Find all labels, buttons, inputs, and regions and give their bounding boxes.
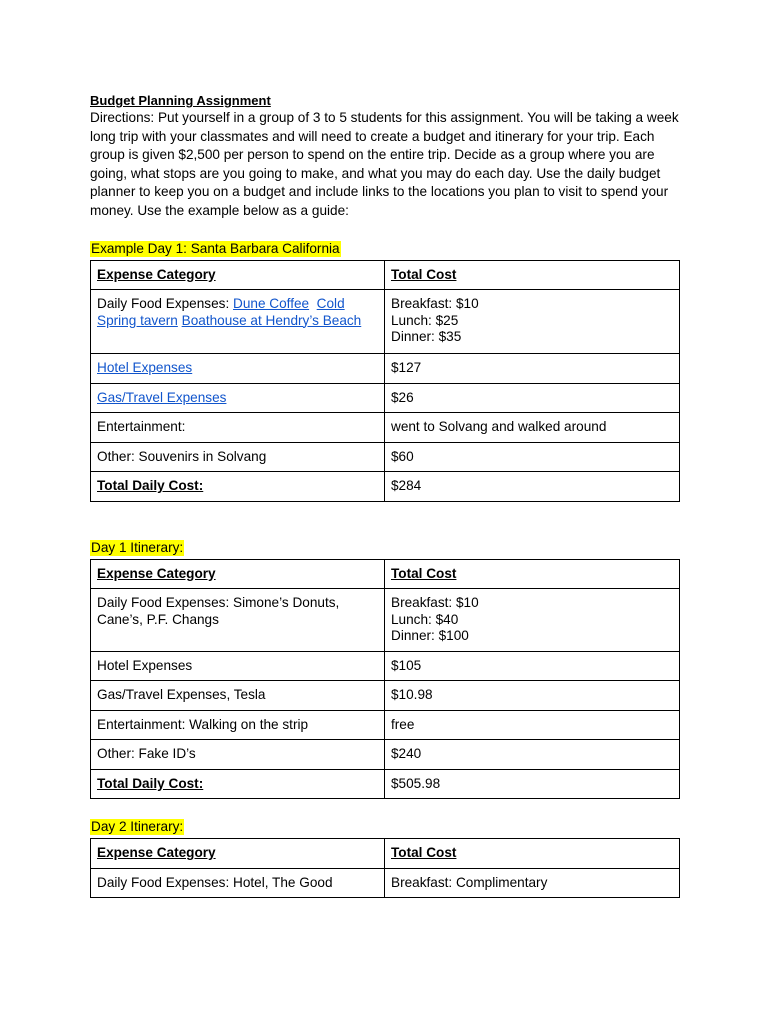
other-label: Other: Souvenirs in Solvang [91, 442, 385, 472]
table-row [91, 413, 680, 443]
day2-budget-table [90, 838, 680, 898]
header-total-cost: Total Cost [385, 559, 680, 589]
header-expense-category: Expense Category [91, 839, 385, 869]
directions-paragraph: Directions: Put yourself in a group of 3 to 5 students for this assignment. You will be taking a week long trip with your classmates and will need to create a budget and itinerary for your trip. Each group is given $2,500 per person to spend on the entire trip. Decide as a group where you are going, what stops are you going to make, and what you may do each day. Use the daily budget planner to keep you on a budget and include links to the locations you plan to visit to spend your money. Use the example below as a guide: [90, 110, 679, 218]
table-header-row [91, 260, 680, 290]
table-row [91, 710, 680, 740]
entertainment-label: Entertainment: [91, 413, 385, 443]
hotel-cost: $127 [385, 354, 680, 384]
example-budget-table [90, 260, 680, 502]
total-cost: $284 [385, 472, 680, 502]
table-row [91, 383, 680, 413]
gas-cell [91, 383, 385, 413]
table-row [91, 442, 680, 472]
day1-budget-table [90, 559, 680, 800]
food-cost: Breakfast: Complimentary [385, 868, 680, 898]
food-expenses-label: Daily Food Expenses: Simone’s Donuts, Cane’s, P.F. Changs [91, 589, 385, 652]
other-label: Other: Fake ID’s [91, 740, 385, 770]
entertainment-cost: free [385, 710, 680, 740]
table-row [91, 354, 680, 384]
other-cost: $60 [385, 442, 680, 472]
header-total-cost: Total Cost [385, 260, 680, 290]
food-expenses-label: Daily Food Expenses: Hotel, The Good [91, 868, 385, 898]
total-cost: $505.98 [385, 769, 680, 799]
table-row [91, 472, 680, 502]
table-header-row [91, 559, 680, 589]
table-row [91, 868, 680, 898]
document-page [90, 92, 690, 898]
table-row [91, 681, 680, 711]
header-total-cost: Total Cost [385, 839, 680, 869]
hotel-cell [91, 354, 385, 384]
hotel-expenses-link[interactable]: Hotel Expenses [97, 360, 193, 376]
gas-travel-link[interactable]: Gas/Travel Expenses [97, 389, 227, 405]
document-title: Budget Planning Assignment [90, 93, 271, 108]
food-costs-cell [385, 589, 680, 652]
food-expenses-label: Daily Food Expenses: [97, 296, 234, 312]
table-row [91, 651, 680, 681]
day2-heading: Day 2 Itinerary: [91, 819, 184, 835]
hotel-label: Hotel Expenses [91, 651, 385, 681]
example-day-heading: Example Day 1: Santa Barbara California [91, 240, 340, 256]
lunch-cost: Lunch: $40 [391, 611, 459, 627]
lunch-cost: Lunch: $25 [391, 312, 459, 328]
breakfast-cost: Breakfast: $10 [391, 296, 479, 312]
food-expenses-cell [91, 290, 385, 354]
breakfast-cost: Breakfast: $10 [391, 595, 479, 611]
gas-label: Gas/Travel Expenses, Tesla [91, 681, 385, 711]
gas-cost: $26 [385, 383, 680, 413]
dune-coffee-link[interactable]: Dune Coffee [233, 296, 310, 312]
dinner-cost: Dinner: $35 [391, 329, 462, 345]
header-expense-category: Expense Category [91, 559, 385, 589]
hotel-cost: $105 [385, 651, 680, 681]
table-row [91, 290, 680, 354]
header-expense-category: Expense Category [91, 260, 385, 290]
other-cost: $240 [385, 740, 680, 770]
total-label: Total Daily Cost: [91, 769, 385, 799]
gas-cost: $10.98 [385, 681, 680, 711]
total-label: Total Daily Cost: [91, 472, 385, 502]
food-costs-cell [385, 290, 680, 354]
cold-spring-tavern-link[interactable]: Cold Spring tavern [97, 296, 345, 328]
table-row [91, 740, 680, 770]
table-row [91, 589, 680, 652]
table-row [91, 769, 680, 799]
day1-heading: Day 1 Itinerary: [91, 539, 184, 555]
entertainment-label: Entertainment: Walking on the strip [91, 710, 385, 740]
boathouse-link[interactable]: Boathouse at Hendry’s Beach [181, 312, 362, 328]
table-header-row [91, 839, 680, 869]
entertainment-cost: went to Solvang and walked around [385, 413, 680, 443]
dinner-cost: Dinner: $100 [391, 628, 469, 644]
